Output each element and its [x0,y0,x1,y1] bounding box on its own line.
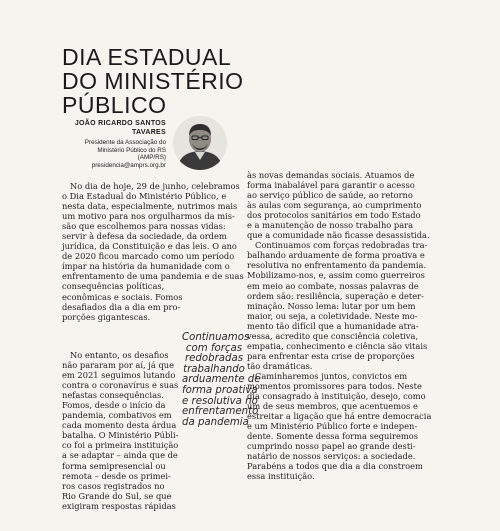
text-line: um de seus membros, que acentuemos e [247,401,418,412]
text-line: cumprindo nosso papel ao grande desti- [247,441,416,452]
text-line: forma semipresencial ou [62,460,166,471]
text-line: econômicas e sociais. Fomos [62,291,183,302]
text-line: maior, ou seja, a coletividade. Neste mo- [247,310,418,321]
text-line: forma inabalável para garantir o acesso [247,180,415,191]
text-line: um motivo para nos orgulharmos da mis- [62,211,235,222]
text-line: Caminharemos juntos, convictos em [255,370,408,381]
author-role-line: Presidente da Associação do [84,139,166,146]
text-line: pandemia, combativos em [62,410,172,421]
text-line: porções gigantescas. [62,311,151,322]
body-column-1 [62,181,244,322]
author-name [70,119,166,137]
text-line: No entanto, os desafios [70,350,169,360]
author-name-line: JOÃO RICARDO SANTOS [74,120,166,127]
text-line: ros casos registrados no [62,480,165,491]
pull-quote-line: e resolutiva no [182,395,258,407]
text-line: enfrentamento de uma pandemia e de suas [62,271,244,282]
text-line: remota – desde os primei- [62,470,171,481]
author-portrait-icon [173,116,227,170]
text-line: momentos promissores para todos. Neste [247,380,422,391]
text-line: nefastas consequências. [62,390,164,401]
text-line: a se adaptar – ainda que de [62,450,178,461]
author-name-line: TAVARES [132,129,166,136]
text-line: resolutiva no enfrentamento da pandemia. [247,260,427,271]
text-line: de 2020 ficou marcado como um período [62,251,235,262]
headline-line: DO MINISTÉRIO [62,68,244,95]
text-line: batalha. O Ministério Públi- [62,430,179,441]
pull-quote-line: trabalhando [183,363,245,375]
text-line: vessa, acredito que consciência coletiva, [247,330,419,341]
text-line: estreitar a ligação que há entre democracia [247,411,432,422]
text-line: essa instituição. [247,471,315,482]
text-line: jurídica, da Constituição e das leis. O ano [62,241,237,252]
text-line: Mobilizamo-nos, e, assim como guerreiros [247,270,425,281]
headline-line: DIA ESTADUAL [62,44,232,71]
text-line: são que escolhemos para nossas vidas: [62,221,226,232]
pull-quote-line: arduamente de [182,374,261,386]
text-line: dente. Somente dessa forma seguiremos [247,431,419,442]
text-line: exigiram respostas rápidas [62,500,176,511]
text-line: Fomos, desde o início da [62,400,166,411]
text-line: Parabéns a todos que dia a dia constroem [247,461,423,472]
text-line: não pararam por aí, já que [62,360,175,371]
text-line: e um Ministério Público forte e indepen- [247,421,418,432]
pull-quote [182,332,261,428]
text-line: às aulas com segurança, ao cumprimento [247,200,422,211]
text-line: em 2021 seguimos lutando [62,370,176,381]
text-line: dos protocolos sanitários em todo Estado [247,210,421,221]
author-email: presidencia@amprs.org.br [91,161,166,169]
pull-quote-line: redobradas [184,353,244,365]
text-line: ímpar na história da humanidade com o [62,261,230,272]
text-line: Continuamos com forças redobradas tra- [255,240,428,251]
pull-quote-line: da pandemia [182,416,249,428]
text-line: cada momento desta árdua [62,420,177,431]
pull-quote-line: Continuamos [182,332,250,343]
pull-quote-line: com forças [185,342,243,354]
text-line: contra o coronavírus e suas [62,380,179,391]
text-line: ordem são: resiliência, superação e deter- [247,290,424,301]
author-photo [173,116,227,170]
pull-quote-line: forma proativa [182,384,258,396]
text-line: Rio Grande do Sul, se que [62,490,172,501]
text-line: nesta data, especialmente, nutrimos mais [62,201,238,212]
text-line: o Dia Estadual do Ministério Público, e [62,191,227,202]
text-line: ao serviço público de saúde, ao retorno [247,190,413,201]
text-line: co foi a primeira instituição [62,440,179,451]
text-line: e a manutenção de nosso trabalho para [247,220,414,231]
text-line: No dia de hoje, 29 de junho, celebramos [70,181,240,191]
text-line: desafiados dia a dia em pro- [62,301,181,312]
author-role [70,139,166,162]
text-line: às novas demandas sociais. Atuamos de [247,170,415,180]
text-line: empatia, conhecimento e ciência são vitais [247,340,428,351]
text-line: que a comunidade não ficasse desassistida. [247,230,430,241]
text-line: natário de nossos serviços: a sociedade. [247,451,416,462]
author-role-line: Ministério Público do RS (AMP/RS) [97,146,166,162]
headline-line: PÚBLICO [62,92,167,119]
text-line: minação. Nosso lema: lutar por um bem [247,300,416,311]
text-line: tão dramáticas. [247,360,313,371]
headline [62,45,312,117]
body-column-2 [247,170,440,481]
pull-quote-line: enfrentamento [182,406,259,418]
text-line: dia consagrado à instituição, desejo, como [247,391,426,402]
text-line: consequências políticas, [62,281,165,292]
body-column-1-lower [62,350,178,511]
text-line: em meio ao combate, nossas palavras de [247,280,419,291]
text-line: balhando arduamente de forma proativa e [247,250,425,261]
text-line: servir à defesa da sociedade, da ordem [62,231,227,242]
text-line: para enfrentar esta crise de proporções [247,350,415,361]
text-line: mento tão difícil que a humanidade atra- [247,320,419,331]
author-byline [70,119,166,169]
